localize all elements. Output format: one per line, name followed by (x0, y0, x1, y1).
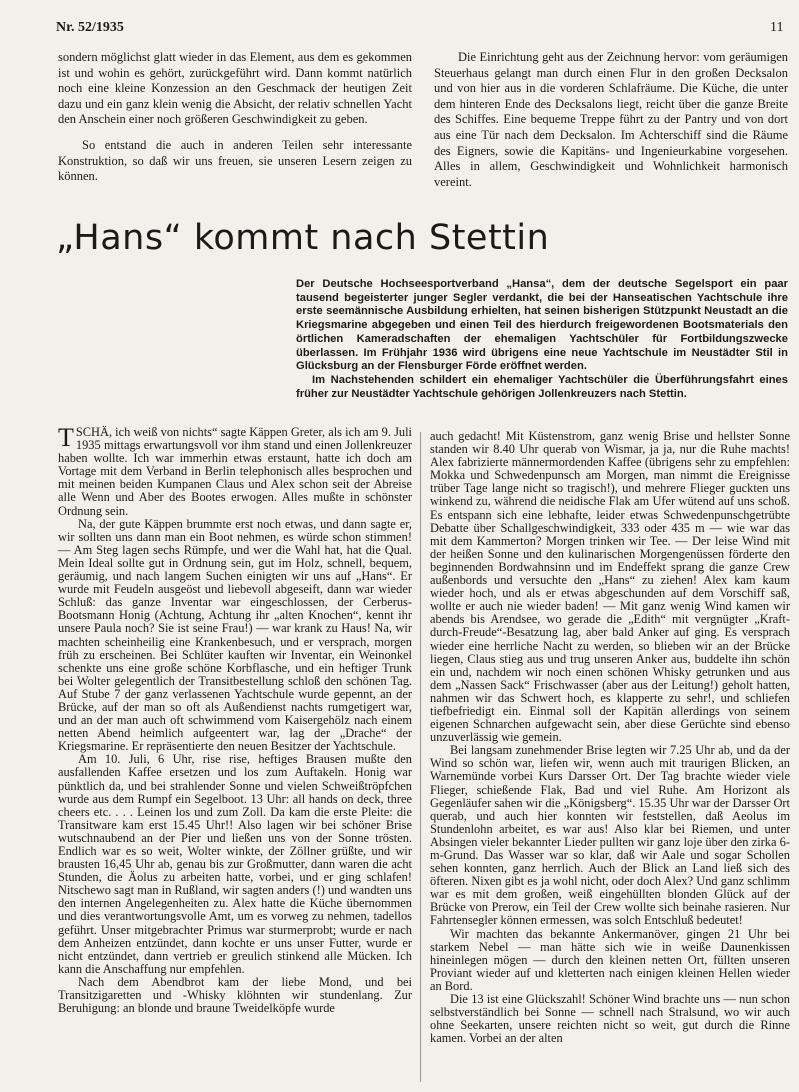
paragraph-text: SCHÄ, ich weiß von nichts“ sagte Käppen Greter, als ich am 9. Juli 1935 mittags erwartungsvoll vor ihm stand und einen Jollenkreuzer haben wollte. Ich war immerhin etwas erstaunt, hatte ich doch am Vortage mit dem Verband in Berlin telephonisch alles besprochen und mit meinen beiden Kumpanen Claus und Alex schon seit der Abreise alle Wenn und Aber des Bootes erwogen. Alles mußte in schönster Ordnung sein. (58, 425, 412, 518)
paragraph: Nach dem Abendbrot kam der liebe Mond, und bei Transitzigaretten und -Whisky klöhnten wir stundenlang. Zur Beruhigung: an blonde und braune Tweidelköpfe wurde (58, 974, 412, 1016)
top-right-column (434, 50, 788, 200)
paragraph: Wir machten das bekannte Ankermanöver, gingen 21 Uhr bei starkem Nebel — man hätte sich wie in weiße Daunenkissen hineinlegen mögen — durch den kleinen netten Ort, füllten unseren Proviant wieder auf und kletterten nach einigen kleinen Hellen wieder an Bord. (430, 926, 790, 993)
issue-number: Nr. 52/1935 (56, 20, 124, 35)
intro-paragraph: Im Nachstehenden schildert ein ehemaliger Yachtschüler die Überführungsfahrt eines früher zur Neustädter Yachtschule gehörigen Jollenkreuzers nach Stettin. (296, 373, 788, 400)
paragraph: Na, der gute Käppen brummte erst noch etwas, und dann sagte er, wir sollten uns dann man ein Boot nehmen, es würde schon stimmen! — Am Steg lagen sechs Rümpfe, und wer die Wahl hat, hat die Qual. Mein Ideal sollte gut in Ordnung sein, gut im Holz, schnell, bequem, geräumig, und nach langem Suchen einigten wir uns auf „Hans“. Er wurde mit Feudeln ausgeöst und liebevoll abgeseift, dann war wieder Schluß: das ganze Inventar war eingeschlossen, der Cerberus-Bootsmann Honig (Achtung, Achtung ihr „alten Knochen“, kennt ihr unsere Paula noch? Sie ist seine Frau!) — war krank zu Haus! Na, wir machten scheinheilig eine Krankenbesuch, und er versprach, morgen früh zu erscheinen. Bei Schlüter kauften wir Inventar, ein Weinonkel schenkte uns eine große schöne Korbflasche, und ein heftiger Trunk bei Wolter gelegentlich der Transitbestellung schloß den schönen Tag. Auf Stube 7 der ganz verlassenen Yachtschule wurde gepennt, an der Brücke, auf der man so oft als Außendienst nachts rumgetigert war, und an der man auch oft schwimmend vom Kaisergehölz nach einem netten Abend heimlich aufgeentert war, lag der „Drache“ der Kriegsmarine. Er repräsentierte den neuen Besitzer der Yachtschule. (58, 516, 412, 754)
paragraph: Am 10. Juli, 6 Uhr, rise rise, heftiges Brausen mußte den ausfallenden Kaffee ersetzen und los zum Auftakeln. Honig war pünktlich da, und bei strahlender Sonne und vielen Schweißtröpfchen wurde aus dem Rumpf ein Segelboot. 13 Uhr: all hands on deck, three cheers etc. . . . Leinen los und zum Zoll. Da kam die erste Pleite: die Transitware kam erst 15.45 Uhr!! Also lagen wir bei schöner Brise wutschnaubend an der Pier und ließen uns von der Sonne trösten. Endlich war es so weit, Wolter winkte, der Zöllner grüßte, und wir brausten 16,45 Uhr ab, genau bis zur Großmutter, dann waren die acht Stunden, die Äolus zu arbeiten hatte, vorbei, und er ging schlafen! Nitschewo sagt man in Rußland, wir sagten anders (!) und wandten uns den internen Angelegenheiten zu. Alex hatte die Küche übernommen und dies verantwortungsvolle Amt, um es vorweg zu nehmen, tadellos geführt. Unser mitgebrachter Primus war sturmerprobt; wurde er nach dem Anheizen entzündet, dann kochte er uns unser Futter, wurde er nicht entzündet, dann vertrieb er greulich stinkend alle Mücken. Ich kann die Anschaffung nur empfehlen. (58, 752, 412, 976)
column-divider (420, 432, 421, 1082)
page-number: 11 (770, 20, 784, 35)
paragraph (58, 423, 412, 518)
intro-paragraph: Der Deutsche Hochseesportverband „Hansa“, dem der deutsche Segelsport ein paar tausend begeisterter junger Segler verdankt, die bei der Hanseatischen Yachtschule ihre erste seemännische Ausbildung erhielten, hat seinen bisherigen Stützpunkt Neustadt an die Kriegsmarine abgegeben und einen Teil des hierdurch freigewordenen Bootsmaterials den örtlichen Kameradschaften der ehemaligen Yachtschüler für Fortbildungszwecke überlassen. Im Frühjahr 1936 wird übrigens eine neue Yachtschule im Neustädter Stil in Glücksburg an der Flensburger Förde eröffnet werden. (296, 278, 788, 373)
body-left-column (58, 423, 412, 1016)
paragraph: Die 13 ist eine Glückszahl! Schöner Wind brachte uns — nun schon selbstverständlich bei Sonne — schnell nach Stralsund, wo wir auch ohne Seekarten, unsere reichten nicht so weit, gut durch die Rinne kamen. Vorbei an der alten (430, 992, 790, 1046)
paragraph: Die Einrichtung geht aus der Zeichnung hervor: vom geräumigen Steuerhaus gelangt man durch einen Flur in den großen Decksalon und von hier aus in die vorderen Schlafräume. Die Küche, die unter dem hinteren Ende des Decksalons liegt, reicht über die ganze Breite des Schiffes. Eine bequeme Treppe führt zu der Pantry und von dort aus eine Tür nach dem Decksalon. Im Achterschiff sind die Räume des Eigners, sowie die Kapitäns- und Ingenieurkabine vorgesehen. Alles in allem, Geschwindigkeit und Wohnlichkeit harmonisch vereint. (434, 50, 788, 189)
paragraph: Bei langsam zunehmender Brise legten wir 7.25 Uhr ab, und da der Wind so schön war, liefen wir, wenn auch mit traurigen Blicken, an Warnemünde vorbei Kurs Darsser Ort. Der Tag brachte wieder viele Flieger, schießende Flak, Bad und viel Ruhe. Am Horizont als Gegenläufer sahen wir die „Königsberg“. 15.35 Uhr war der Darsser Ort querab, und auch hier konnten wir feststellen, daß Aeolus im Stundenlohn arbeitet, es war aus! Also klar bei Riemen, und unter Absingen vieler bekannter Lieder pullten wir ganz loje über den zirka 6-m-Grund. Das Wasser war so klar, daß wir Aale und sogar Schollen sehen konnten, ganz herrlich. Auch der Blick an Land ließ sich des öfteren. Nixen gibt es ja wohl nicht, oder doch Alex? Und ganz schlimm war es mit dem großen, weiß eingehüllten blonden Glück auf der Brücke von Prerow, ein Teil der Crew wollte sich beinahe rasieren. Nur Fahrtensegler können ermessen, was solch Entschluß bedeutet! (430, 743, 790, 928)
body-right-column (430, 430, 790, 1045)
drop-cap: T (58, 423, 74, 452)
paragraph: sondern möglichst glatt wieder in das Element, aus dem es gekommen ist und wohin es gehört, zurückgeführt wird. Dann kommt natürlich noch eine kleine Konzession an den Geschmack der heutigen Zeit dazu und ein ganz klein wenig die Absicht, der relativ schnellen Yacht den Anschein einer noch größeren Geschwindigkeit zu geben. (58, 50, 412, 127)
paragraph: So entstand die auch in anderen Teilen sehr interessante Konstruktion, so daß wir uns freuen, sie unseren Lesern zeigen zu können. (58, 137, 412, 184)
article-title: „Hans“ kommt nach Stettin (56, 218, 550, 258)
top-left-column (58, 50, 412, 195)
paragraph: auch gedacht! Mit Küstenstrom, ganz wenig Brise und hellster Sonne standen wir 8.40 Uhr querab von Wismar, ja ja, nur die Ruhe machts! Alex fabrizierte männermordenden Kaffee (übrigens sehr zu empfehlen: Mokka und Schwedenpunsch am Morgen, man nimmt die Ereignisse trüber Tage lange nicht so tragisch!), und mehrere Flieger guckten uns winkend zu, während die neidische Flak am Ufer wütend auf uns schoß. Es entspann sich eine lebhafte, leider etwas Schwedenpunschgetrübte Debatte über Schallgeschwindigkeit, 333 oder 435 m — wie war das mit dem Kammerton? Morgen trinken wir Tee. — Der leise Wind mit der heißen Sonne und den kulinarischen Morgengenüssen förderte den beginnenden Bordwahnsinn und im Endeffekt sprang die ganze Crew außenbords und versuchte den „Hans“ zu ziehen! Alex kam kaum wieder hoch, und als er etwas abgeschunden auf dem Vorschiff saß, wollte er auch nie wieder baden! — Mit ganz wenig Wind kamen wir abends bis Arendsee, wo gerade die „Edith“ mit vergnügter „Kraft-durch-Freude“-Besatzung lag, aber bald Anker auf ging. Es versprach wieder eine herrliche Nacht zu werden, so blieben wir an der Brücke liegen, Claus stieg aus und trug unseren Anker aus, buddelte ihn schön ein und, nachdem wir noch einen schönen Whisky getrunken und aus dem „Nassen Sack“ Frischwasser (aber aus der Leitung!) geholt hatten, nahmen wir das Schwert hoch, es klapperte zu sehr!, und schliefen tiefbefriedigt ein. Einmal soll der Kapitän allerdings von seinem eigenen Schnarchen aufgewacht sein, aber diese Gerüchte sind ebenso unzuverlässig wie gemein. (430, 429, 790, 745)
article-intro (296, 278, 788, 401)
